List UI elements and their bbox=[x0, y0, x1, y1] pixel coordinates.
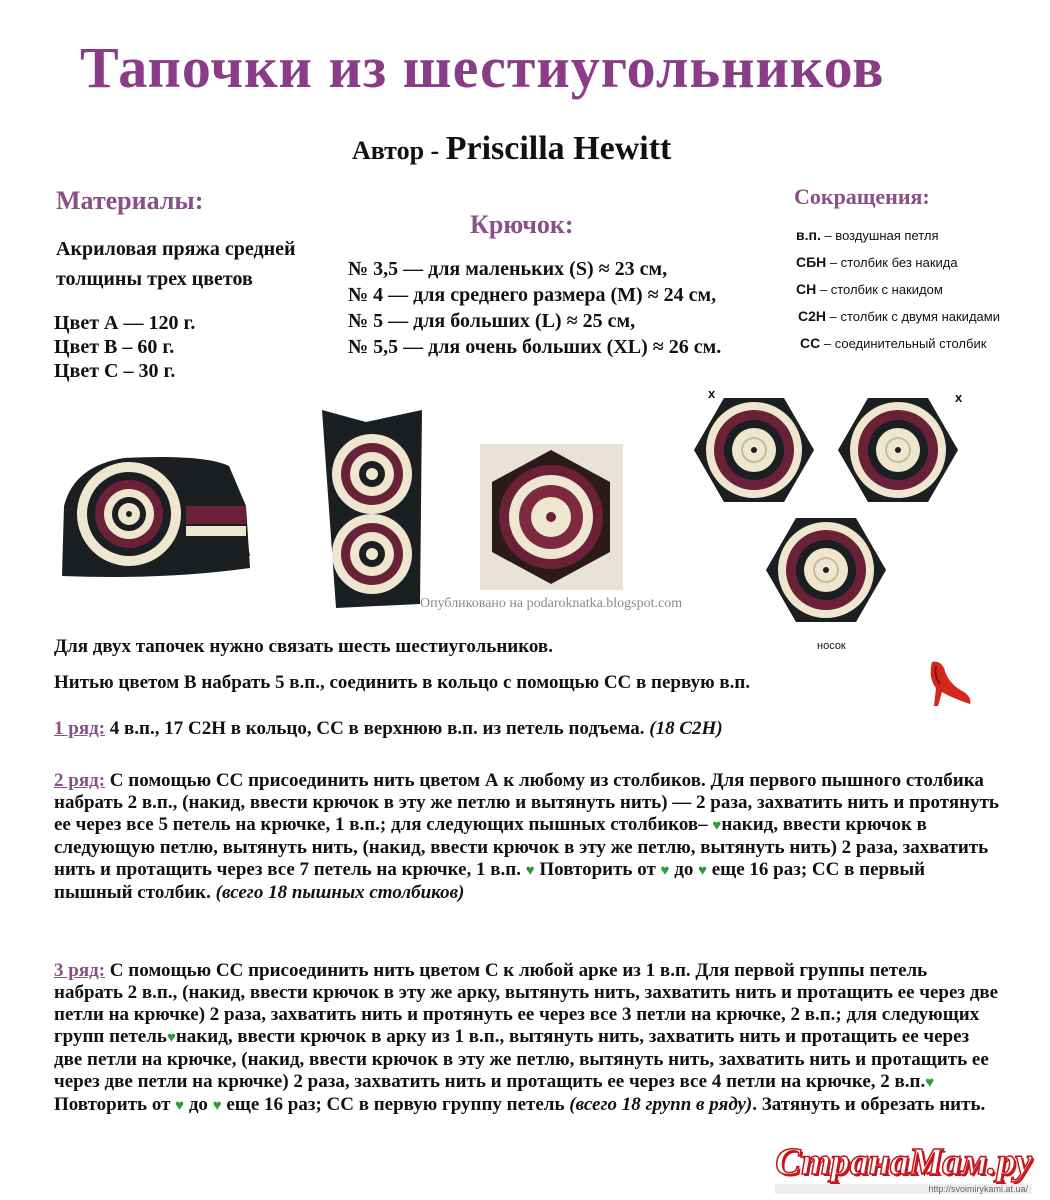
heart-icon: ♥ bbox=[166, 1030, 176, 1046]
hexagon-assembly-photo bbox=[692, 388, 974, 646]
hexagon-photo bbox=[480, 444, 623, 590]
row-2-label: 2 ряд: bbox=[54, 770, 106, 791]
materials-colors bbox=[54, 311, 195, 383]
abbreviations-list bbox=[796, 222, 1000, 357]
row-2: 2 ряд: С помощью СС присоединить нить цветом А к любому из столбиков. Для первого пышного столбика набрать 2 в.п., (накид, ввести крючок в эту же петлю и вытянуть нить) — 2 раза, захватить нить и протянуть ее через все 5 петель на крючке, 1 в.п.; для следующих пышных столбиков– ♥накид, ввести крючок в следующую петлю, вытянуть нить, (накид, ввести крючок в эту же петлю, вытянуть нить) 2 раза, захватить нить и протащить через все 7 петель на крючке, 1 в.п. ♥ Повторить от ♥ до ♥ еще 16 раз; СС в первый пышный столбик. (всего 18 пышных столбиков) bbox=[54, 770, 999, 903]
hook-size: № 4 — для среднего размера (M) ≈ 24 см, bbox=[348, 284, 717, 306]
author-line bbox=[352, 130, 671, 168]
hook-size: № 5,5 — для очень больших (XL) ≈ 26 см. bbox=[348, 336, 722, 358]
color-c: Цвет С – 30 г. bbox=[54, 360, 176, 382]
row-3-label: 3 ряд: bbox=[54, 960, 106, 981]
materials-heading: Материалы: bbox=[56, 186, 204, 215]
row-1-label: 1 ряд: bbox=[54, 718, 106, 739]
toe-label: носок bbox=[817, 640, 846, 652]
yarn-line-1: Акриловая пряжа средней bbox=[56, 238, 296, 260]
author-prefix: Автор - bbox=[352, 136, 440, 165]
site-logo-text: СтранаМам.ру bbox=[775, 1141, 1032, 1183]
heart-icon: ♥ bbox=[175, 1098, 185, 1114]
color-b: Цвет В – 60 г. bbox=[54, 336, 175, 358]
heart-icon: ♥ bbox=[525, 863, 535, 879]
x-mark-right: x bbox=[955, 390, 963, 405]
heart-icon: ♥ bbox=[925, 1075, 935, 1091]
site-logo-url: http://svoimirykami.at.ua/ bbox=[775, 1184, 1032, 1194]
yarn-line-2: толщины трех цветов bbox=[56, 268, 253, 290]
x-mark-left: x bbox=[708, 386, 716, 401]
materials-yarn bbox=[56, 234, 296, 294]
abbr-item: СС – соединительный столбик bbox=[800, 335, 987, 351]
intro-line-1: Для двух тапочек нужно связать шесть шестиугольников. bbox=[54, 636, 553, 657]
hook-sizes bbox=[348, 256, 721, 360]
row-3: 3 ряд: С помощью СС присоединить нить цветом С к любой арке из 1 в.п. Для первой группы петель набрать 2 в.п., (накид, ввести крючок в эту же арку, вытянуть нить, захватить нить и протащить ее через две петли на крючке) 2 раза, захватить нить и протянуть ее через все 3 петли на крючке, 2 в.п.; для следующих групп петель♥накид, ввести крючок в арку из 1 в.п., вытянуть нить, захватить нить и протащить ее через две петли на крючке, (накид, ввести крючок в эту же петлю, вытянуть нить, захватить нить и протащить ее через две петли на крючке) 2 раза, захватить нить и протащить ее через все 4 петли на крючке, 2 в.п.♥ Повторить от ♥ до ♥ еще 16 раз; СС в первую группу петель (всего 18 групп в ряду). Затянуть и обрезать нить. bbox=[54, 960, 999, 1115]
heart-icon: ♥ bbox=[712, 818, 722, 834]
abbr-item: СБН – столбик без накида bbox=[796, 254, 958, 270]
intro-line-2: Нитью цветом В набрать 5 в.п., соединить в кольцо с помощью СС в первую в.п. bbox=[54, 672, 751, 693]
heart-icon: ♥ bbox=[698, 863, 707, 879]
site-logo bbox=[775, 1140, 1032, 1194]
abbr-item: С2Н – столбик с двумя накидами bbox=[798, 308, 1000, 324]
abbreviations-heading: Сокращения: bbox=[794, 184, 930, 209]
hook-size: № 5 — для больших (L) ≈ 25 см, bbox=[348, 310, 636, 332]
watermark: Опубликовано на podaroknatka.blogspot.com bbox=[420, 596, 683, 611]
page-title: Тапочки из шестиугольников bbox=[80, 35, 885, 100]
hook-size: № 3,5 — для маленьких (S) ≈ 23 см, bbox=[348, 258, 668, 280]
slipper-side-photo bbox=[54, 436, 256, 584]
heart-icon: ♥ bbox=[212, 1098, 222, 1114]
abbr-item: СН – столбик с накидом bbox=[796, 281, 943, 297]
heart-icon: ♥ bbox=[660, 863, 670, 879]
row-1: 1 ряд: 4 в.п., 17 С2Н в кольцо, СС в верхнюю в.п. из петель подъема. (18 С2Н) bbox=[54, 718, 723, 739]
slipper-top-photo bbox=[316, 404, 428, 612]
abbr-item: в.п. – воздушная петля bbox=[796, 227, 939, 243]
hook-heading: Крючок: bbox=[470, 210, 574, 239]
color-a: Цвет А — 120 г. bbox=[54, 312, 196, 334]
author-name: Priscilla Hewitt bbox=[445, 130, 672, 167]
